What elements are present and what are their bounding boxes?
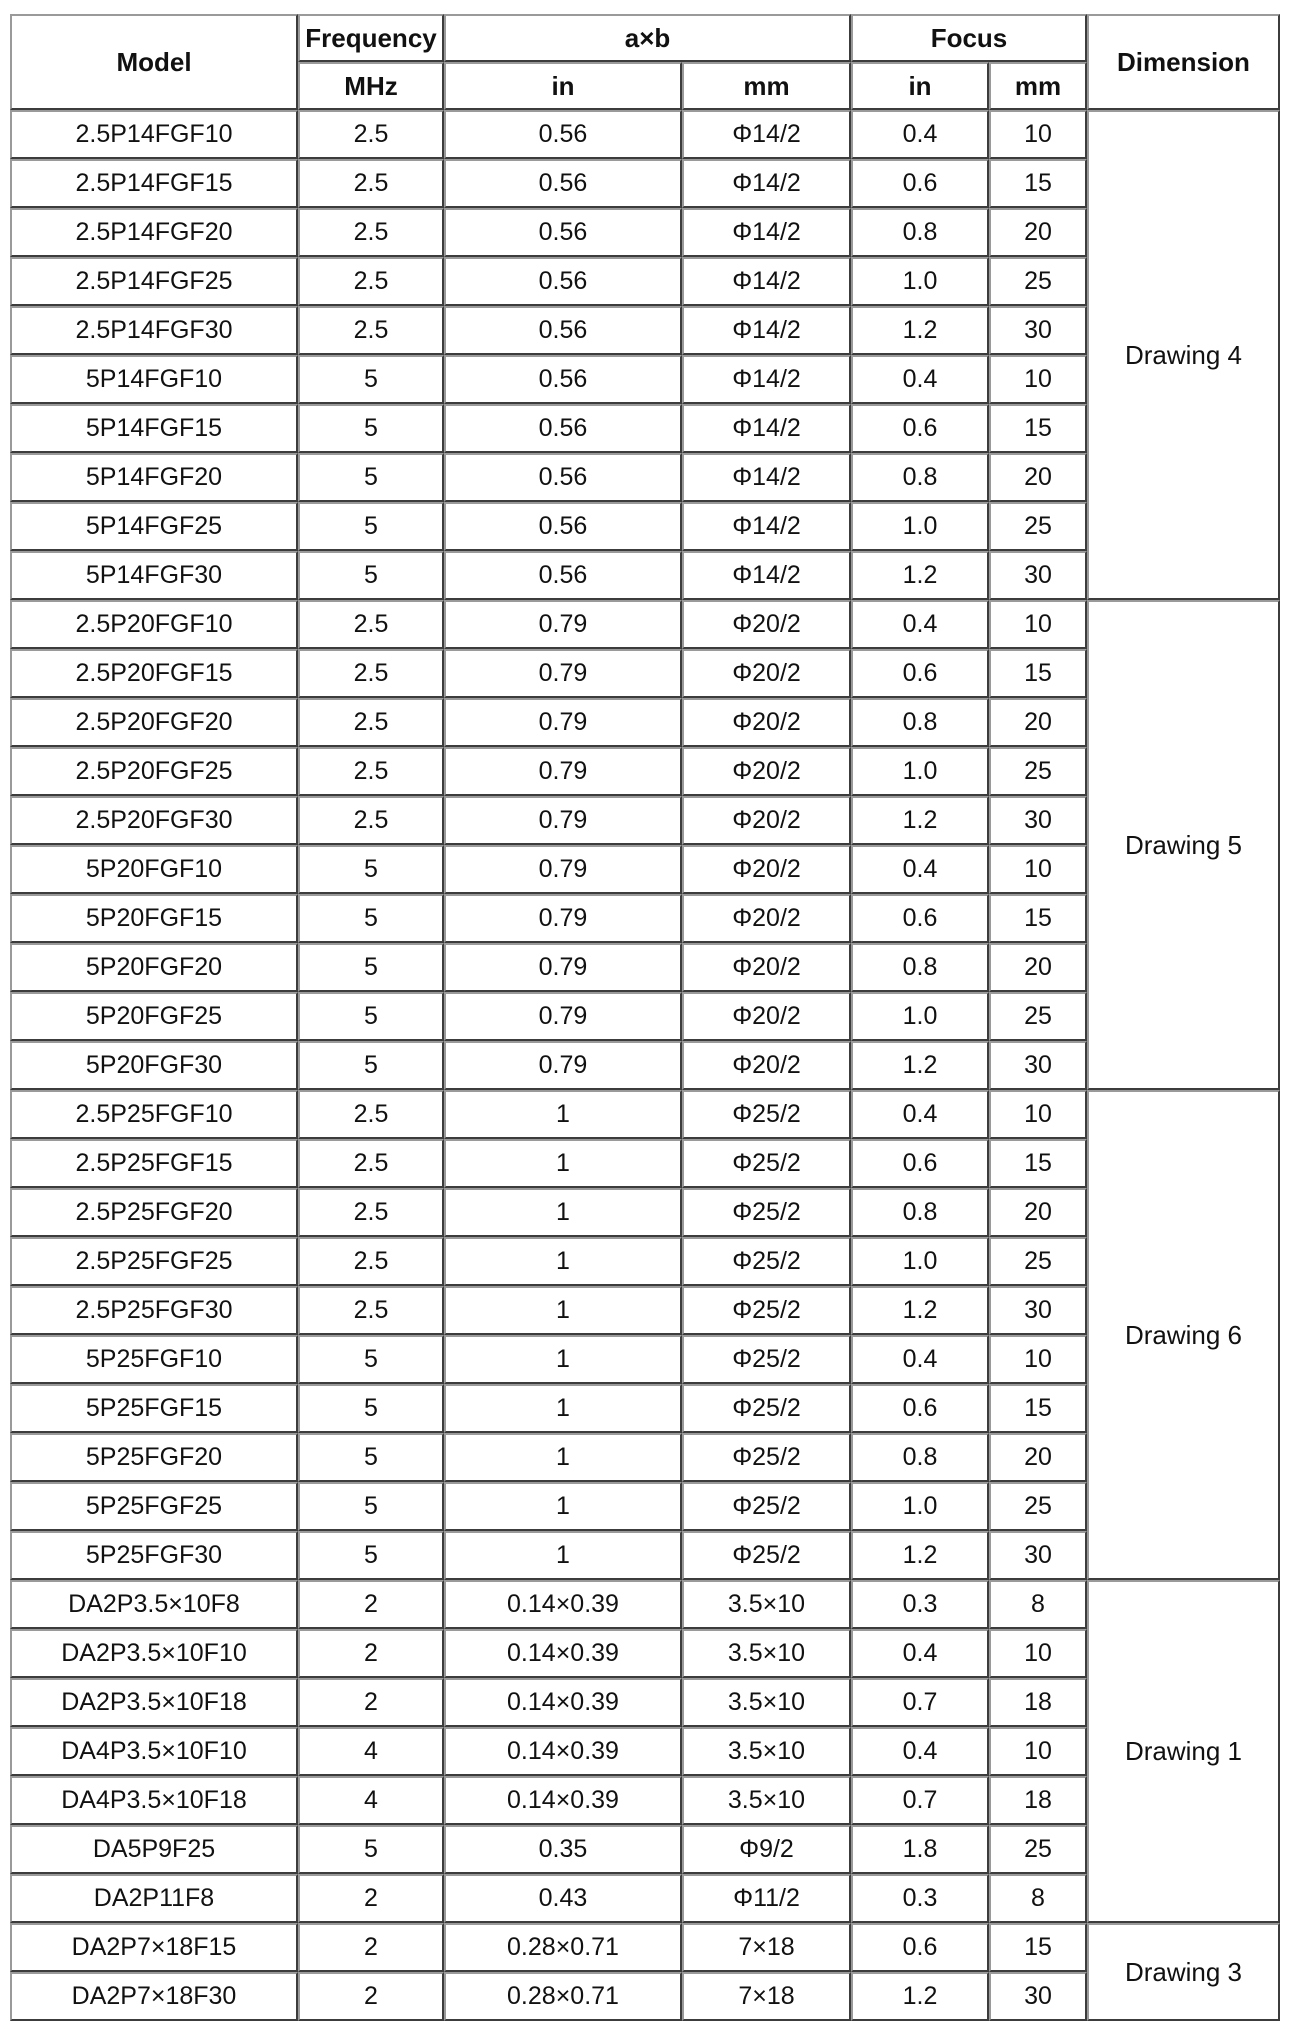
focus-mm-cell: 30 [989,1531,1087,1580]
axb-mm-cell: Φ25/2 [682,1433,851,1482]
header-focus-mm: mm [989,62,1087,110]
axb-in-cell: 0.79 [444,600,682,649]
axb-mm-cell: 3.5×10 [682,1727,851,1776]
frequency-cell: 5 [298,894,444,943]
focus-mm-cell: 30 [989,796,1087,845]
focus-mm-cell: 18 [989,1678,1087,1727]
axb-in-cell: 1 [444,1384,682,1433]
focus-in-cell: 1.2 [851,1041,989,1090]
focus-in-cell: 1.0 [851,747,989,796]
axb-in-cell: 0.56 [444,208,682,257]
frequency-cell: 2 [298,1874,444,1923]
axb-mm-cell: Φ25/2 [682,1237,851,1286]
frequency-cell: 5 [298,404,444,453]
model-cell: 2.5P25FGF10 [10,1090,298,1139]
focus-mm-cell: 30 [989,1041,1087,1090]
axb-mm-cell: Φ14/2 [682,306,851,355]
frequency-cell: 5 [298,943,444,992]
frequency-cell: 2.5 [298,747,444,796]
model-cell: 5P25FGF15 [10,1384,298,1433]
axb-mm-cell: Φ14/2 [682,355,851,404]
table-row [10,1580,1280,1629]
axb-mm-cell: 3.5×10 [682,1629,851,1678]
focus-in-cell: 1.2 [851,551,989,600]
axb-in-cell: 0.79 [444,894,682,943]
focus-mm-cell: 30 [989,306,1087,355]
focus-mm-cell: 10 [989,1629,1087,1678]
focus-mm-cell: 15 [989,1139,1087,1188]
focus-mm-cell: 10 [989,1335,1087,1384]
focus-mm-cell: 10 [989,845,1087,894]
focus-mm-cell: 25 [989,1482,1087,1531]
dimension-cell: Drawing 4 [1087,110,1280,600]
axb-in-cell: 0.43 [444,1874,682,1923]
dimension-cell: Drawing 5 [1087,600,1280,1090]
axb-mm-cell: Φ14/2 [682,404,851,453]
model-cell: 5P20FGF20 [10,943,298,992]
axb-in-cell: 0.79 [444,992,682,1041]
frequency-cell: 5 [298,992,444,1041]
focus-in-cell: 0.6 [851,1384,989,1433]
header-model: Model [10,14,298,110]
focus-in-cell: 0.8 [851,1188,989,1237]
frequency-cell: 5 [298,453,444,502]
axb-mm-cell: 7×18 [682,1972,851,2021]
axb-mm-cell: Φ25/2 [682,1335,851,1384]
focus-mm-cell: 15 [989,159,1087,208]
model-cell: 2.5P25FGF25 [10,1237,298,1286]
model-cell: 5P25FGF20 [10,1433,298,1482]
focus-in-cell: 0.4 [851,355,989,404]
focus-in-cell: 1.0 [851,257,989,306]
focus-in-cell: 0.6 [851,649,989,698]
axb-mm-cell: Φ25/2 [682,1482,851,1531]
model-cell: 5P14FGF15 [10,404,298,453]
model-cell: 2.5P20FGF15 [10,649,298,698]
frequency-cell: 5 [298,1825,444,1874]
focus-mm-cell: 20 [989,698,1087,747]
axb-mm-cell: Φ9/2 [682,1825,851,1874]
model-cell: DA2P7×18F15 [10,1923,298,1972]
focus-in-cell: 0.8 [851,453,989,502]
axb-mm-cell: Φ25/2 [682,1188,851,1237]
focus-mm-cell: 15 [989,1923,1087,1972]
axb-mm-cell: Φ20/2 [682,649,851,698]
axb-mm-cell: 7×18 [682,1923,851,1972]
model-cell: DA2P3.5×10F18 [10,1678,298,1727]
focus-mm-cell: 25 [989,257,1087,306]
focus-in-cell: 0.7 [851,1678,989,1727]
frequency-cell: 2.5 [298,1188,444,1237]
model-cell: DA2P7×18F30 [10,1972,298,2021]
focus-mm-cell: 18 [989,1776,1087,1825]
model-cell: 2.5P14FGF30 [10,306,298,355]
axb-in-cell: 0.56 [444,355,682,404]
frequency-cell: 2.5 [298,698,444,747]
frequency-cell: 5 [298,551,444,600]
header-frequency: Frequency [298,14,444,62]
axb-in-cell: 1 [444,1139,682,1188]
focus-mm-cell: 8 [989,1874,1087,1923]
focus-mm-cell: 15 [989,894,1087,943]
axb-mm-cell: Φ20/2 [682,845,851,894]
frequency-cell: 2.5 [298,306,444,355]
model-cell: 2.5P20FGF20 [10,698,298,747]
frequency-cell: 2.5 [298,796,444,845]
frequency-cell: 2 [298,1629,444,1678]
frequency-cell: 5 [298,1335,444,1384]
dimension-cell: Drawing 3 [1087,1923,1280,2021]
model-cell: DA5P9F25 [10,1825,298,1874]
model-cell: 2.5P20FGF25 [10,747,298,796]
focus-in-cell: 0.4 [851,1090,989,1139]
axb-in-cell: 1 [444,1090,682,1139]
model-cell: 2.5P25FGF20 [10,1188,298,1237]
axb-mm-cell: Φ25/2 [682,1139,851,1188]
axb-in-cell: 1 [444,1482,682,1531]
axb-mm-cell: Φ14/2 [682,208,851,257]
axb-mm-cell: 3.5×10 [682,1776,851,1825]
model-cell: 2.5P20FGF30 [10,796,298,845]
axb-mm-cell: Φ20/2 [682,1041,851,1090]
axb-in-cell: 0.14×0.39 [444,1727,682,1776]
axb-mm-cell: Φ14/2 [682,502,851,551]
frequency-cell: 2.5 [298,600,444,649]
axb-in-cell: 0.14×0.39 [444,1580,682,1629]
frequency-cell: 5 [298,845,444,894]
focus-mm-cell: 25 [989,747,1087,796]
frequency-cell: 2.5 [298,649,444,698]
frequency-cell: 2.5 [298,110,444,159]
axb-in-cell: 0.56 [444,306,682,355]
header-axb-in: in [444,62,682,110]
axb-in-cell: 0.56 [444,551,682,600]
axb-in-cell: 0.28×0.71 [444,1972,682,2021]
focus-in-cell: 0.4 [851,1335,989,1384]
frequency-cell: 2.5 [298,1286,444,1335]
axb-in-cell: 0.79 [444,747,682,796]
table-body [10,110,1280,2021]
axb-in-cell: 0.79 [444,796,682,845]
frequency-cell: 5 [298,1041,444,1090]
model-cell: 5P25FGF10 [10,1335,298,1384]
axb-in-cell: 0.14×0.39 [444,1629,682,1678]
axb-in-cell: 1 [444,1237,682,1286]
axb-mm-cell: Φ14/2 [682,110,851,159]
focus-mm-cell: 20 [989,943,1087,992]
axb-in-cell: 1 [444,1188,682,1237]
focus-in-cell: 0.4 [851,600,989,649]
table-row [10,110,1280,159]
axb-in-cell: 1 [444,1433,682,1482]
model-cell: 5P25FGF25 [10,1482,298,1531]
model-cell: 2.5P25FGF30 [10,1286,298,1335]
axb-mm-cell: Φ20/2 [682,698,851,747]
axb-mm-cell: Φ25/2 [682,1286,851,1335]
model-cell: DA2P3.5×10F8 [10,1580,298,1629]
focus-mm-cell: 30 [989,551,1087,600]
frequency-cell: 5 [298,1531,444,1580]
axb-mm-cell: Φ20/2 [682,894,851,943]
frequency-cell: 2.5 [298,1237,444,1286]
focus-mm-cell: 20 [989,1188,1087,1237]
axb-in-cell: 1 [444,1286,682,1335]
focus-mm-cell: 20 [989,453,1087,502]
focus-mm-cell: 25 [989,992,1087,1041]
focus-mm-cell: 30 [989,1972,1087,2021]
frequency-cell: 5 [298,502,444,551]
focus-in-cell: 0.6 [851,159,989,208]
axb-in-cell: 0.28×0.71 [444,1923,682,1972]
focus-in-cell: 1.2 [851,1531,989,1580]
model-cell: 2.5P14FGF15 [10,159,298,208]
model-cell: 5P14FGF30 [10,551,298,600]
axb-in-cell: 0.35 [444,1825,682,1874]
frequency-cell: 2 [298,1580,444,1629]
focus-mm-cell: 10 [989,110,1087,159]
axb-mm-cell: 3.5×10 [682,1580,851,1629]
model-cell: 5P20FGF10 [10,845,298,894]
focus-in-cell: 1.0 [851,502,989,551]
focus-in-cell: 1.8 [851,1825,989,1874]
focus-mm-cell: 10 [989,1090,1087,1139]
axb-in-cell: 0.56 [444,110,682,159]
focus-in-cell: 0.8 [851,208,989,257]
frequency-cell: 5 [298,355,444,404]
model-cell: DA4P3.5×10F18 [10,1776,298,1825]
focus-in-cell: 0.4 [851,1629,989,1678]
axb-in-cell: 0.14×0.39 [444,1776,682,1825]
axb-in-cell: 0.14×0.39 [444,1678,682,1727]
model-cell: 5P25FGF30 [10,1531,298,1580]
model-cell: 2.5P14FGF25 [10,257,298,306]
focus-mm-cell: 15 [989,649,1087,698]
dimension-cell: Drawing 6 [1087,1090,1280,1580]
focus-mm-cell: 20 [989,1433,1087,1482]
axb-mm-cell: Φ14/2 [682,159,851,208]
focus-in-cell: 0.6 [851,1923,989,1972]
table-row [10,1090,1280,1139]
model-cell: DA2P3.5×10F10 [10,1629,298,1678]
model-cell: 5P14FGF10 [10,355,298,404]
focus-mm-cell: 15 [989,404,1087,453]
focus-in-cell: 1.2 [851,1972,989,2021]
axb-mm-cell: Φ14/2 [682,453,851,502]
frequency-cell: 2.5 [298,208,444,257]
axb-mm-cell: Φ14/2 [682,551,851,600]
model-cell: DA4P3.5×10F10 [10,1727,298,1776]
axb-mm-cell: Φ20/2 [682,747,851,796]
axb-mm-cell: 3.5×10 [682,1678,851,1727]
focus-in-cell: 1.2 [851,306,989,355]
axb-mm-cell: Φ11/2 [682,1874,851,1923]
axb-mm-cell: Φ20/2 [682,943,851,992]
header-focus: Focus [851,14,1087,62]
focus-in-cell: 0.4 [851,845,989,894]
focus-in-cell: 0.4 [851,110,989,159]
focus-mm-cell: 8 [989,1580,1087,1629]
focus-in-cell: 1.0 [851,1237,989,1286]
model-cell: 2.5P14FGF20 [10,208,298,257]
frequency-cell: 2.5 [298,159,444,208]
header-axb: a×b [444,14,851,62]
frequency-cell: 5 [298,1433,444,1482]
focus-mm-cell: 25 [989,502,1087,551]
focus-in-cell: 0.4 [851,1727,989,1776]
focus-mm-cell: 25 [989,1825,1087,1874]
header-dimension: Dimension [1087,14,1280,110]
frequency-cell: 5 [298,1482,444,1531]
axb-in-cell: 0.79 [444,1041,682,1090]
focus-mm-cell: 30 [989,1286,1087,1335]
frequency-cell: 4 [298,1776,444,1825]
axb-mm-cell: Φ25/2 [682,1531,851,1580]
axb-in-cell: 1 [444,1531,682,1580]
focus-mm-cell: 10 [989,600,1087,649]
header-row-top [10,14,1280,62]
axb-in-cell: 1 [444,1335,682,1384]
axb-in-cell: 0.79 [444,943,682,992]
header-focus-in: in [851,62,989,110]
table-row [10,1923,1280,1972]
model-cell: 2.5P25FGF15 [10,1139,298,1188]
table-row [10,600,1280,649]
focus-in-cell: 0.8 [851,698,989,747]
axb-mm-cell: Φ14/2 [682,257,851,306]
axb-in-cell: 0.79 [444,845,682,894]
focus-in-cell: 0.7 [851,1776,989,1825]
frequency-cell: 2 [298,1923,444,1972]
focus-in-cell: 0.8 [851,943,989,992]
focus-mm-cell: 10 [989,1727,1087,1776]
focus-mm-cell: 20 [989,208,1087,257]
axb-in-cell: 0.56 [444,453,682,502]
focus-in-cell: 0.6 [851,894,989,943]
axb-mm-cell: Φ20/2 [682,796,851,845]
frequency-cell: 2.5 [298,1090,444,1139]
axb-mm-cell: Φ25/2 [682,1090,851,1139]
axb-in-cell: 0.79 [444,649,682,698]
focus-mm-cell: 25 [989,1237,1087,1286]
axb-mm-cell: Φ20/2 [682,992,851,1041]
header-axb-mm: mm [682,62,851,110]
axb-in-cell: 0.56 [444,257,682,306]
axb-in-cell: 0.56 [444,502,682,551]
focus-in-cell: 1.0 [851,1482,989,1531]
focus-in-cell: 0.6 [851,404,989,453]
model-cell: 2.5P14FGF10 [10,110,298,159]
model-cell: 5P14FGF25 [10,502,298,551]
focus-mm-cell: 10 [989,355,1087,404]
focus-in-cell: 0.3 [851,1874,989,1923]
header-frequency-unit: MHz [298,62,444,110]
dimension-cell: Drawing 1 [1087,1580,1280,1923]
axb-in-cell: 0.56 [444,159,682,208]
frequency-cell: 2.5 [298,257,444,306]
axb-in-cell: 0.56 [444,404,682,453]
model-cell: 5P20FGF25 [10,992,298,1041]
model-cell: 2.5P20FGF10 [10,600,298,649]
frequency-cell: 2 [298,1678,444,1727]
focus-in-cell: 1.0 [851,992,989,1041]
frequency-cell: 2.5 [298,1139,444,1188]
transducer-spec-table [10,14,1280,2021]
focus-in-cell: 0.6 [851,1139,989,1188]
frequency-cell: 2 [298,1972,444,2021]
focus-in-cell: 0.8 [851,1433,989,1482]
frequency-cell: 4 [298,1727,444,1776]
focus-mm-cell: 15 [989,1384,1087,1433]
focus-in-cell: 0.3 [851,1580,989,1629]
axb-mm-cell: Φ25/2 [682,1384,851,1433]
axb-in-cell: 0.79 [444,698,682,747]
focus-in-cell: 1.2 [851,1286,989,1335]
model-cell: 5P14FGF20 [10,453,298,502]
model-cell: 5P20FGF30 [10,1041,298,1090]
axb-mm-cell: Φ20/2 [682,600,851,649]
model-cell: 5P20FGF15 [10,894,298,943]
focus-in-cell: 1.2 [851,796,989,845]
model-cell: DA2P11F8 [10,1874,298,1923]
frequency-cell: 5 [298,1384,444,1433]
